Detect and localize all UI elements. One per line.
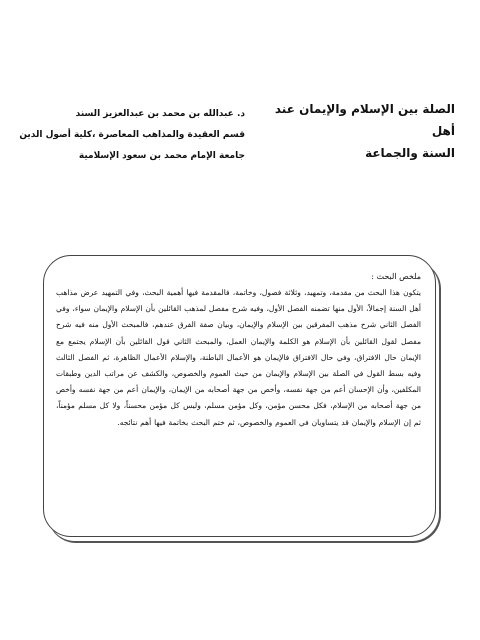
author-university: جامعة الإمام محمد بن سعود الإسلامية [78, 151, 245, 161]
abstract-box [43, 255, 436, 537]
title-line-2: السنة والجماعة [365, 146, 455, 160]
abstract-body: يتكون هذا البحث من مقدمة، وتمهيد، وثلاثة فصول، وخاتمة، فالمقدمة فيها أهمية البحث، وفي التمهيد عرض مذاهب أهل السنة إجمالاً، الأول منها تضمنه الفصل الأول، وفيه شرح مفصل لمذهب القائلين بأن الإسلام والإيمان سواء، وفي الفصل الثاني شرح مذهب المفرقين بين الإسلام والإيمان، وبيان صفة الفرق عندهم، فالمبحث الأول منه فيه شرح مفصل لقول القائلين بأن الإسلام هو الكلمة والإيمان العمل، والمبحث الثاني قول القائلين بأن الإسلام يجتمع مع الإيمان حال الافتراق، وفي حال الافتراق فالإيمان هو الأعمال الباطنة، والإسلام الأعمال الظاهرة، ثم الفصل الثالث وفيه بسط القول في الصلة بين الإسلام والإيمان من حيث العموم والخصوص، والكشف عن مراتب الدين وطبقات المكلفين، وأن الإحسان أعم من جهة نفسه، وأخص من جهة أصحابه من الإيمان، والإيمان أعم من جهة نفسه وأخص من جهة أصحابه من الإسلام، فكل محسن مؤمن، وكل مؤمن مسلم، وليس كل مؤمن محسناً، ولا كل مسلم مؤمناً، ثم إن الإسلام والإيمان قد يتساويان في العموم والخصوص، ثم ختم البحث بخاتمة فيها أهم نتائجه. [56, 288, 421, 427]
author-block [19, 104, 245, 167]
title-line-1: الصلة بين الإسلام والإيمان عند أهل [274, 102, 455, 138]
author-department: قسم العقيدة والمذاهب المعاصرة ،كلية أصول الدين [19, 130, 245, 140]
paper-title [255, 98, 455, 164]
author-name: د. عبدالله بن محمد بن عبدالعزيز السند [75, 109, 245, 119]
abstract-heading: ملخص البحث : [371, 272, 421, 281]
